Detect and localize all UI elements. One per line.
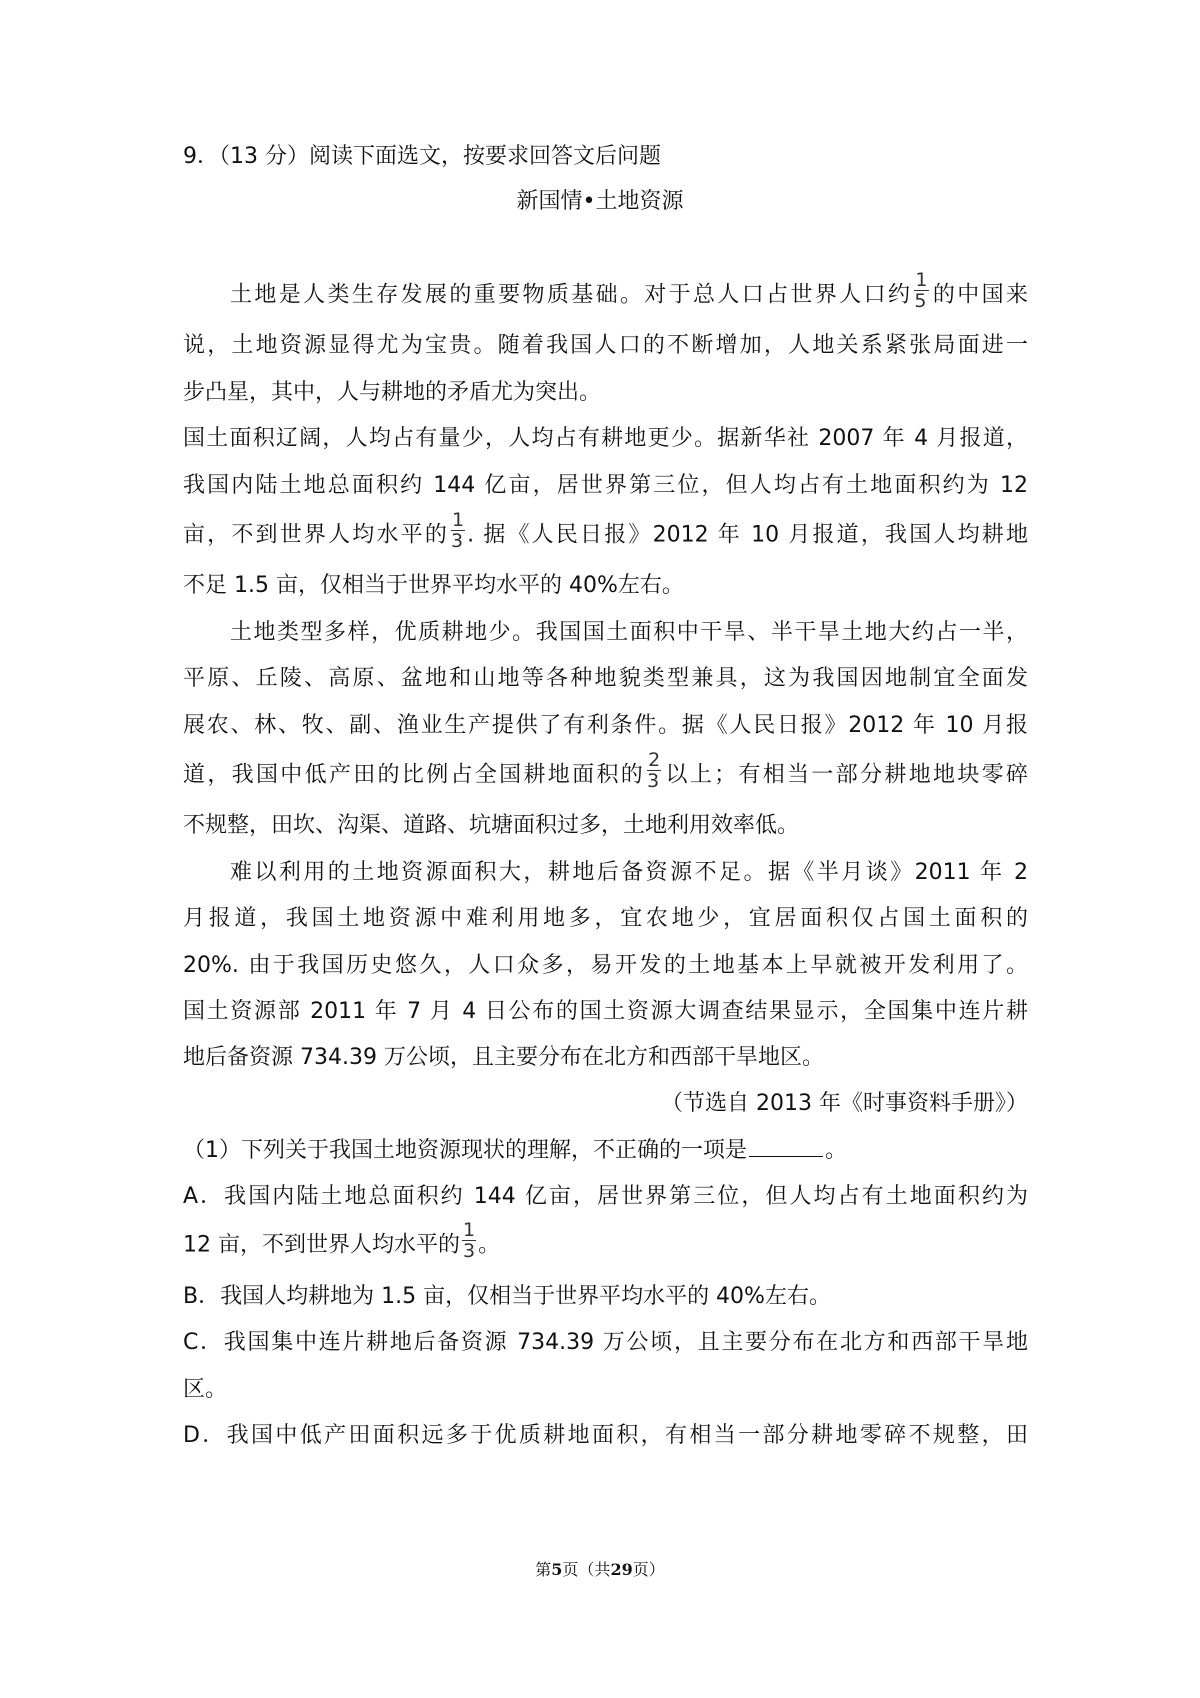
question-stem [183, 1136, 1028, 1166]
passage-line: 展农、林、牧、副、渔业生产提供了有利条件。据《人民日报》2012 年 10 月报 [183, 713, 1028, 738]
page-number: 5 [551, 1560, 563, 1579]
fraction-two-thirds [647, 750, 661, 791]
fraction-numerator: 2 [648, 749, 661, 771]
fraction-numerator: 1 [915, 269, 928, 291]
question-header: 9．（13 分）阅读下面选文，按要求回答文后问题 [183, 144, 661, 169]
passage-line: 不足 1.5 亩，仅相当于世界平均水平的 40%左右。 [183, 573, 684, 598]
fraction-one-third [462, 1220, 476, 1261]
passage-line: 土地类型多样，优质耕地少。我国国土面积中干旱、半干旱土地大约占一半， [230, 620, 1028, 645]
passage-title: 新国情•土地资源 [516, 189, 684, 214]
option-c-line: C．我国集中连片耕地后备资源 734.39 万公顷，且主要分布在北方和西部干旱地 [183, 1330, 1028, 1355]
option-c-line: 区。 [183, 1377, 228, 1402]
page-footer [0, 1559, 1200, 1581]
answer-blank[interactable] [749, 1136, 823, 1157]
text-span: . 据《人民日报》2012 年 10 月报道，我国人均耕地 [467, 522, 1028, 548]
passage-line: 说，土地资源显得尤为宝贵。随着我国人口的不断增加，人地关系紧张局面进一 [183, 333, 1028, 358]
passage-line: 地后备资源 734.39 万公顷，且主要分布在北方和西部干旱地区。 [183, 1045, 824, 1070]
passage-line: 20%. 由于我国历史悠久，人口众多，易开发的土地基本上早就被开发利用了。 [183, 953, 1028, 978]
option-b: B．我国人均耕地为 1.5 亩，仅相当于世界平均水平的 40%左右。 [183, 1284, 831, 1309]
passage-line [183, 749, 1028, 792]
passage-line: 平原、丘陵、高原、盆地和山地等各种地貌类型兼具，这为我国因地制宜全面发 [183, 666, 1028, 691]
text-span: 。 [825, 1138, 848, 1163]
fraction-denominator: 5 [914, 290, 927, 312]
option-a-line: A．我国内陆土地总面积约 144 亿亩，居世界第三位，但人均占有土地面积约为 [183, 1184, 1028, 1209]
text-span: 。 [478, 1232, 501, 1258]
passage-line: 难以利用的土地资源面积大，耕地后备资源不足。据《半月谈》2011 年 2 [230, 860, 1028, 885]
passage-source: （节选自 2013 年《时事资料手册》） [661, 1091, 1028, 1116]
footer-text: 页） [632, 1560, 665, 1579]
text-span: 亩，不到世界人均水平的 [183, 522, 450, 548]
text-span: （1）下列关于我国土地资源现状的理解，不正确的一项是 [183, 1138, 747, 1163]
fraction-denominator: 3 [451, 530, 464, 552]
passage-line: 月报道，我国土地资源中难利用地多，宜农地少，宜居面积仅占国土面积的 [183, 906, 1028, 931]
fraction-numerator: 1 [463, 1219, 476, 1241]
passage-line: 不规整，田坎、沟渠、道路、坑塘面积过多，土地利用效率低。 [183, 813, 800, 838]
text-span: 的中国来 [930, 282, 1028, 308]
passage-line: 国土面积辽阔，人均占有量少，人均占有耕地更少。据新华社 2007 年 4 月报道， [183, 426, 1028, 451]
option-d-line: D．我国中低产田面积远多于优质耕地面积，有相当一部分耕地零碎不规整，田 [183, 1423, 1028, 1448]
fraction-denominator: 3 [463, 1240, 476, 1262]
text-span: 以上；有相当一部分耕地地块零碎 [663, 762, 1028, 788]
passage-line [183, 509, 1028, 552]
passage-line: 国土资源部 2011 年 7 月 4 日公布的国土资源大调查结果显示，全国集中连片耕 [183, 999, 1028, 1024]
passage-line [230, 269, 1028, 312]
footer-text: 第 [535, 1560, 552, 1579]
page-total: 29 [610, 1560, 633, 1579]
text-span: 土地是人类生存发展的重要物质基础。对于总人口占世界人口约 [230, 282, 913, 308]
text-span: 12 亩，不到世界人均水平的 [183, 1232, 460, 1258]
option-a-line [183, 1219, 1028, 1262]
text-span: 道，我国中低产田的比例占全国耕地面积的 [183, 762, 646, 788]
fraction-denominator: 3 [647, 770, 660, 792]
fraction-one-fifth [914, 270, 928, 311]
fraction-one-third [451, 510, 465, 551]
passage-line: 我国内陆土地总面积约 144 亿亩，居世界第三位，但人均占有土地面积约为 12 [183, 473, 1028, 498]
passage-line: 步凸星，其中，人与耕地的矛盾尤为突出。 [183, 380, 602, 405]
fraction-numerator: 1 [452, 509, 465, 531]
footer-text: 页（共 [562, 1560, 611, 1579]
